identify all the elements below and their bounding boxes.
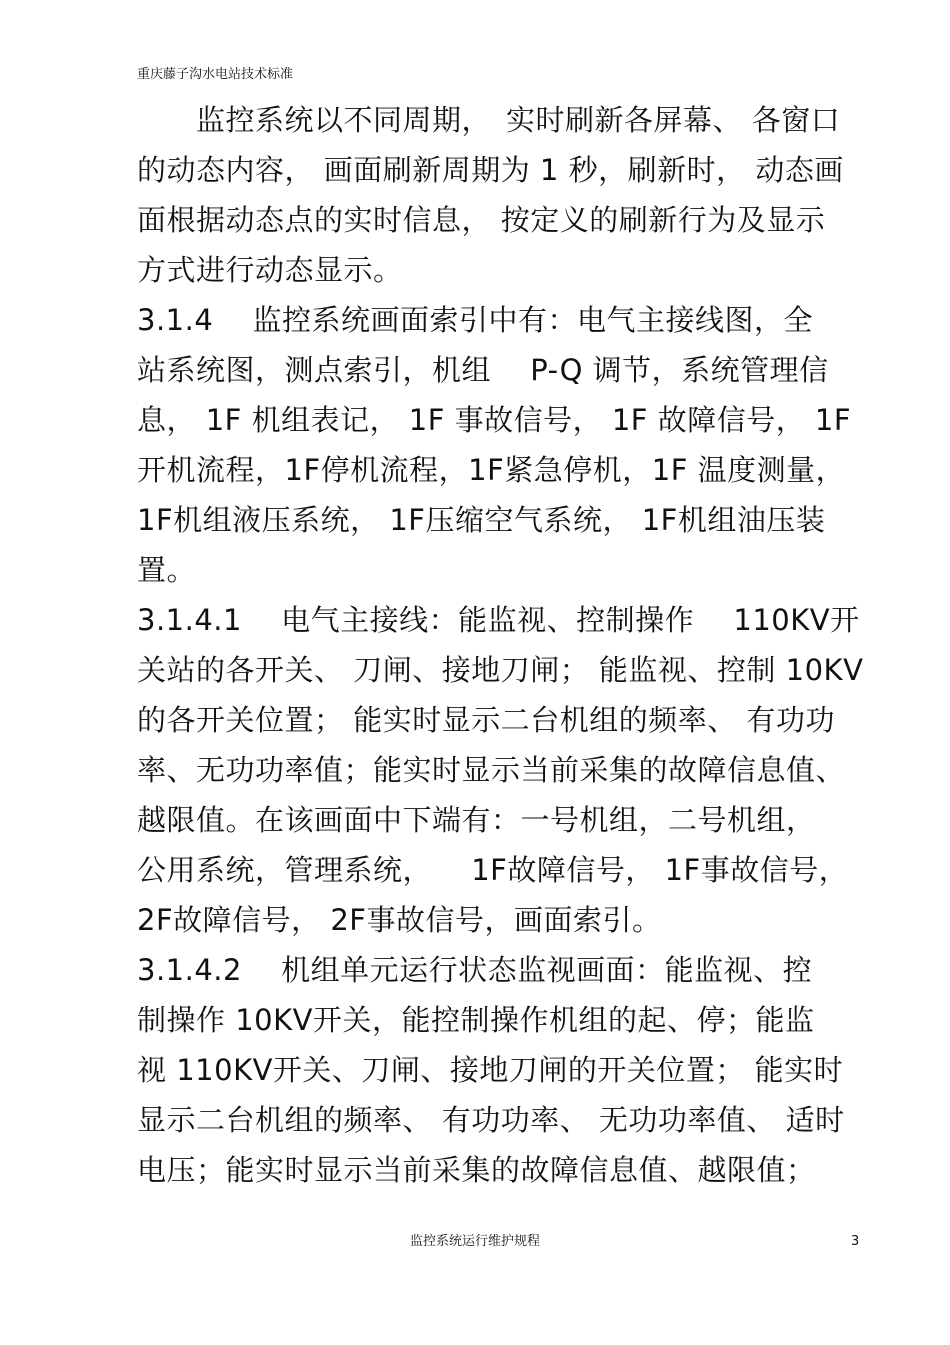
page-footer-title: 监控系统运行维护规程 <box>409 1234 540 1249</box>
text-line: 越限值。在该画面中下端有：一号机组，二号机组， <box>137 803 816 837</box>
text-line: 视 110KV开关、刀闸、接地刀闸的开关位置； 能实时 <box>137 1053 844 1087</box>
text-line: 开机流程，1F停机流程，1F紧急停机，1F 温度测量， <box>137 453 846 487</box>
page-number: 3 <box>851 1234 860 1249</box>
document-body <box>137 95 877 1195</box>
text-line: 3.1.4.1 电气主接线：能监视、控制操作 110KV开 <box>137 603 860 637</box>
text-line: 1F机组液压系统， 1F压缩空气系统， 1F机组油压装 <box>137 503 826 537</box>
text-line: 置。 <box>137 553 197 587</box>
text-line: 2F故障信号， 2F事故信号，画面索引。 <box>137 903 662 937</box>
text-line: 息， 1F 机组表记， 1F 事故信号， 1F 故障信号， 1F <box>137 403 852 437</box>
text-line: 制操作 10KV开关，能控制操作机组的起、停；能监 <box>137 1003 815 1037</box>
text-line: 3.1.4.2 机组单元运行状态监视画面：能监视、控 <box>137 953 813 987</box>
text-line: 的各开关位置； 能实时显示二台机组的频率、 有功功 <box>137 703 835 737</box>
text-line: 显示二台机组的频率、 有功功率、 无功功率值、 适时 <box>137 1103 845 1137</box>
text-line: 率、无功功率值；能实时显示当前采集的故障信息值、 <box>137 753 846 787</box>
text-line: 关站的各开关、 刀闸、接地刀闸； 能监视、控制 10KV <box>137 653 864 687</box>
text-line: 公用系统，管理系统， 1F故障信号， 1F事故信号， <box>137 853 849 887</box>
text-line: 方式进行动态显示。 <box>137 253 403 287</box>
text-line: 监控系统以不同周期， 实时刷新各屏幕、 各窗口 <box>137 103 841 137</box>
text-line: 站系统图，测点索引，机组 P-Q 调节，系统管理信 <box>137 353 829 387</box>
text-line: 的动态内容， 画面刷新周期为 1 秒，刷新时， 动态画 <box>137 153 844 187</box>
text-line: 3.1.4 监控系统画面索引中有：电气主接线图，全 <box>137 303 814 337</box>
text-line: 电压；能实时显示当前采集的故障信息值、越限值； <box>137 1153 816 1187</box>
page-header: 重庆藤子沟水电站技术标准 <box>137 67 294 82</box>
text-line: 面根据动态点的实时信息， 按定义的刷新行为及显示 <box>137 203 826 237</box>
